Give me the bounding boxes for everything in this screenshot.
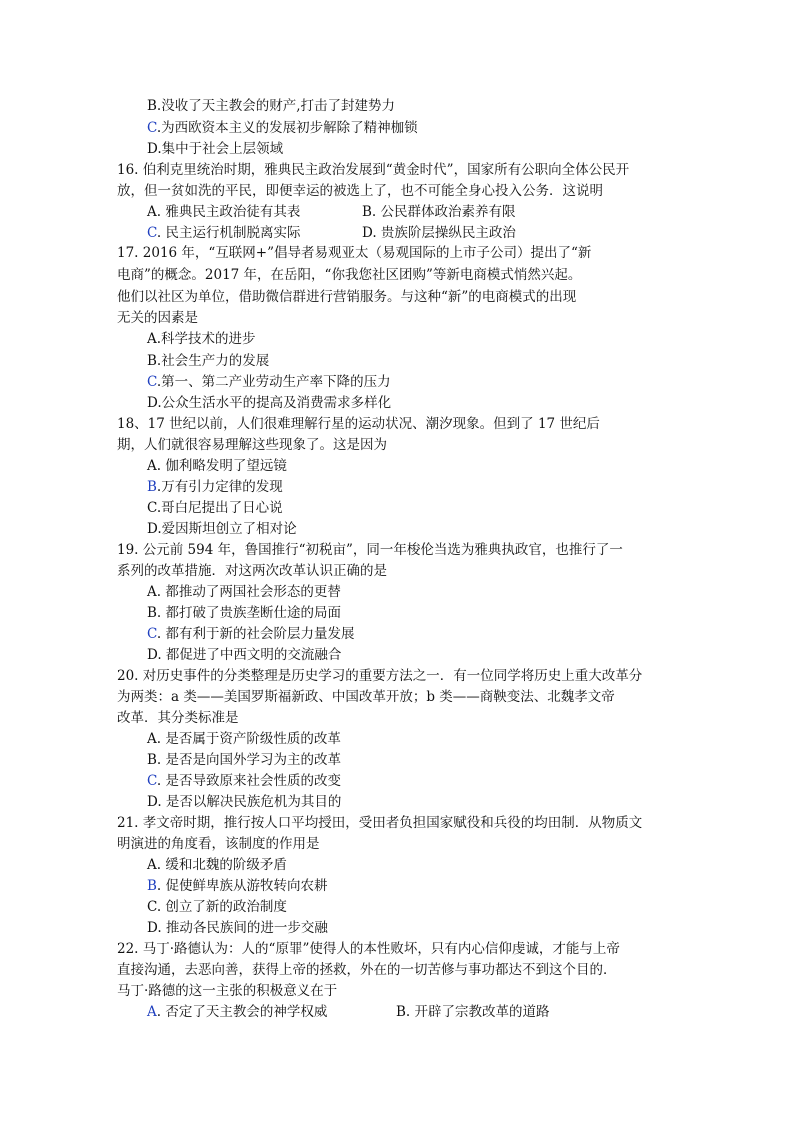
q21-option-b: B. 促使鲜卑族从游牧转向农耕 <box>147 878 328 894</box>
q20-option-b: B. 是否是向国外学习为主的改革 <box>147 752 342 768</box>
q16-stem-line2: 放，但一贫如洗的平民，即便幸运的被选上了，也不可能全身心投入公务．这说明 <box>117 183 603 199</box>
q17-option-c: C.第一、第二产业劳动生产率下降的压力 <box>147 374 391 390</box>
q18-stem-line2: 期，人们就很容易理解这些现象了。这是因为 <box>117 437 387 453</box>
q16-option-b: B. 公民群体政治素养有限 <box>362 204 516 220</box>
q18-option-b: B.万有引力定律的发现 <box>147 479 283 495</box>
q17-stem-line1: 17. 2016 年，“互联网+”倡导者易观亚太（易观国际的上市子公司）提出了“新 <box>117 245 592 261</box>
q20-option-c: C. 是否导致原来社会性质的改变 <box>147 773 341 789</box>
q17-option-b: B.社会生产力的发展 <box>147 353 270 369</box>
q16-stem-line1: 16. 伯利克里统治时期，雅典民主政治发展到“黄金时代”，国家所有公职向全体公民开 <box>117 162 630 178</box>
q15-option-d: D.集中于社会上层领域 <box>147 141 284 157</box>
q22-option-a: A. 否定了天主教会的神学权威 <box>147 1004 328 1020</box>
q16-option-d: D. 贵族阶层操纵民主政治 <box>362 225 516 241</box>
q22-stem-line1: 22. 马丁·路德认为：人的“原罪”使得人的本性败坏，只有内心信仰虔诚，才能与上帝 <box>117 941 620 957</box>
q21-option-d: D. 推动各民族间的进一步交融 <box>147 920 328 936</box>
q19-stem-line2: 系列的改革措施．对这两次改革认识正确的是 <box>117 563 387 579</box>
q17-stem-line4: 无关的因素是 <box>117 310 198 326</box>
q16-option-c: C. 民主运行机制脱离实际 <box>147 225 301 241</box>
q17-stem-line3: 他们以社区为单位，借助微信群进行营销服务。与这种“新”的电商模式的出现 <box>117 289 577 305</box>
q17-stem-line2: 电商”的概念。2017 年，在岳阳，“你我您社区团购”等新电商模式悄然兴起。 <box>117 267 582 283</box>
q20-stem-line2: 为两类：a 类——美国罗斯福新政、中国改革开放；b 类——商鞅变法、北魏孝文帝 <box>117 689 615 705</box>
q17-option-d: D.公众生活水平的提高及消费需求多样化 <box>147 395 392 411</box>
q21-stem-line2: 明演进的角度看，该制度的作用是 <box>117 836 320 852</box>
q21-stem-line1: 21. 孝文帝时期，推行按人口平均授田，受田者负担国家赋役和兵役的均田制．从物质文 <box>117 815 643 831</box>
q16-option-a: A. 雅典民主政治徒有其表 <box>147 204 301 220</box>
q20-stem-line3: 改革．其分类标准是 <box>117 710 239 726</box>
q21-option-c: C. 创立了新的政治制度 <box>147 899 287 915</box>
q21-option-a: A. 缓和北魏的阶级矛盾 <box>147 857 287 873</box>
q19-option-b: B. 都打破了贵族垄断仕途的局面 <box>147 605 342 621</box>
q19-option-c: C. 都有利于新的社会阶层力量发展 <box>147 626 355 642</box>
q15-option-c: C.为西欧资本主义的发展初步解除了精神枷锁 <box>147 120 418 136</box>
q18-option-d: D.爱因斯坦创立了相对论 <box>147 521 297 537</box>
q22-stem-line3: 马丁·路德的这一主张的积极意义在于 <box>117 983 338 999</box>
q19-option-a: A. 都推动了两国社会形态的更替 <box>147 584 341 600</box>
q19-stem-line1: 19. 公元前 594 年，鲁国推行“初税亩”，同一年梭伦当选为雅典执政官，也推行了一 <box>117 542 623 558</box>
q17-option-a: A.科学技术的进步 <box>147 331 256 347</box>
q15-option-b: B.没收了天主教会的财产,打击了封建势力 <box>147 98 396 114</box>
q18-stem-line1: 18、17 世纪以前，人们很难理解行星的运动状况、潮汐现象。但到了 17 世纪后 <box>117 416 600 432</box>
q20-option-a: A. 是否属于资产阶级性质的改革 <box>147 731 341 747</box>
q19-option-d: D. 都促进了中西文明的交流融合 <box>147 647 342 663</box>
q22-option-b: B. 开辟了宗教改革的道路 <box>396 1004 550 1020</box>
q22-stem-line2: 直接沟通，去恶向善，获得上帝的拯救，外在的一切苦修与事功都达不到这个目的． <box>117 962 617 978</box>
q18-option-a: A. 伽利略发明了望远镜 <box>147 458 287 474</box>
q20-option-d: D. 是否以解决民族危机为其目的 <box>147 794 342 810</box>
q20-stem-line1: 20. 对历史事件的分类整理是历史学习的重要方法之一．有一位同学将历史上重大改革分 <box>117 668 643 684</box>
q18-option-c: C.哥白尼提出了日心说 <box>147 500 283 516</box>
